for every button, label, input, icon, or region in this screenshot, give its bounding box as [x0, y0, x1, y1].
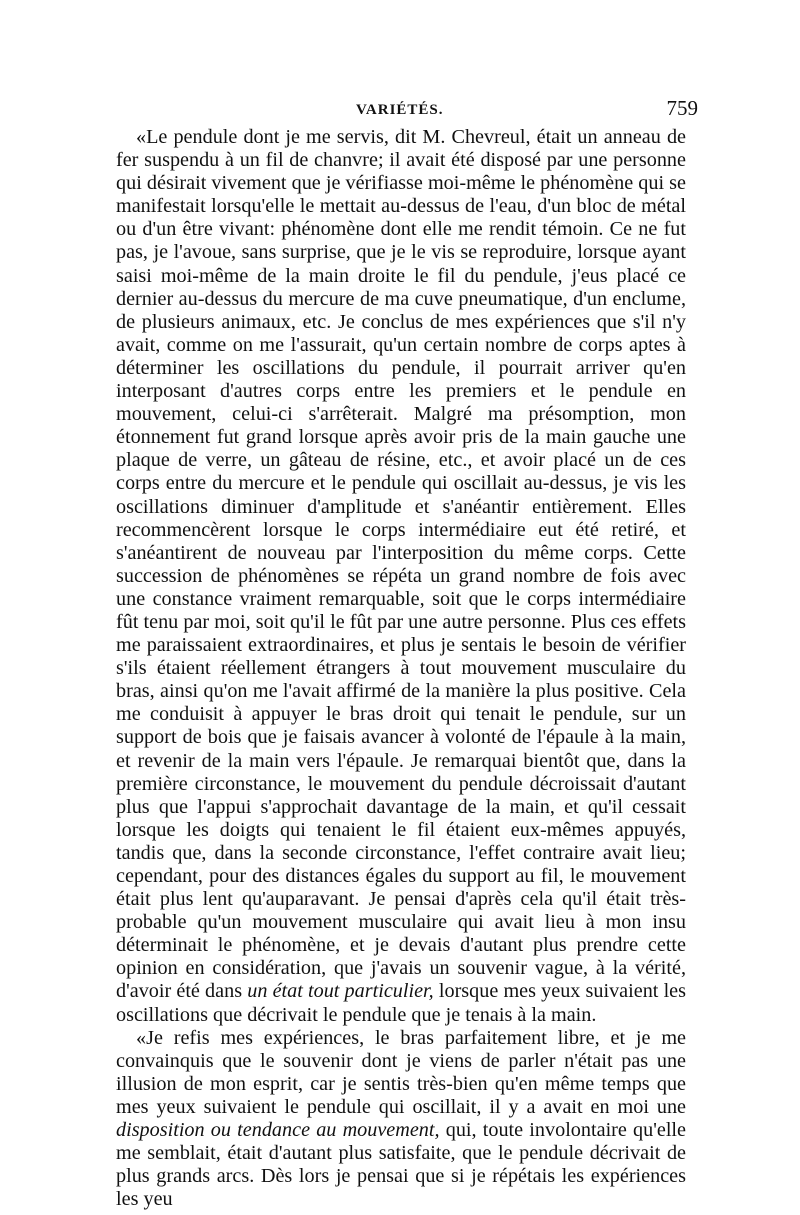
text-run: «Je refis mes expériences, le bras parfaitement libre, et je me convainquis que le souvenir dont je viens de parler n'était pas une illusion de mon esprit, car je sentis très-bien qu'en même temps que mes yeux suivaient le pendule qui oscillait, il y a avait en moi une: [116, 1026, 686, 1118]
book-page: [116, 96, 698, 1211]
text-run: lorsque mes yeux suivaient les oscillations que décrivait le pendule que je tenais à la main.: [116, 980, 686, 1026]
paragraph: [116, 1027, 686, 1212]
text-run: qui, toute involontaire qu'elle me semblait, était d'autant plus satisfaite, que le pendule décrivait de plus grands arcs. Dès lors je pensai que si je répétais les expériences les yeu: [116, 1119, 686, 1211]
italic-run: disposition ou tendance au mouvement,: [116, 1119, 440, 1142]
body-text: [116, 126, 686, 1211]
running-header: [116, 96, 698, 126]
italic-run: un état tout particulier,: [247, 980, 434, 1003]
running-title: VARIÉTÉS.: [356, 102, 444, 118]
paragraph: [116, 126, 686, 1027]
page-number: 759: [666, 96, 698, 120]
text-run: «Le pendule dont je me servis, dit M. Chevreul, était un anneau de fer suspendu à un fil de chanvre; il avait été disposé par une personne qui désirait vivement que je vérifiasse moi-même le phénomène qui se manifestait lorsqu'elle le mettait au-dessus de l'eau, d'un bloc de métal ou d'un être vivant: phénomène dont elle me rendit témoin. Ce ne fut pas, je l'avoue, sans surprise, que je le vis se reproduire, lorsque ayant saisi moi-même de la main droite le fil du pendule, j'eus placé ce dernier au-dessus du mercure de ma cuve pneumatique, d'un enclume, de plusieurs animaux, etc. Je conclus de mes expériences que s'il n'y avait, comme on me l'assurait, qu'un certain nombre de corps aptes à déterminer les oscillations du pendule, il pourrait arriver qu'en interposant d'autres corps entre les premiers et le pendule en mouvement, celui-ci s'arrêterait. Malgré ma présomption, mon étonnement fut grand lorsque après avoir pris de la main gauche une plaque de verre, un gâteau de résine, etc., et avoir placé un de ces corps entre du mercure et le pendule qui oscillait au-dessus, je vis les oscillations diminuer d'amplitude et s'anéantir entièrement. Elles recommencèrent lorsque le corps intermédiaire eut été retiré, et s'anéantirent de nouveau par l'interposition du même corps. Cette succession de phénomènes se répéta un grand nombre de fois avec une constance vraiment remarquable, soit que le corps intermédiaire fût tenu par moi, soit qu'il le fût par une autre personne. Plus ces effets me paraissaient extraordinaires, et plus je sentais le besoin de vérifier s'ils étaient réellement étrangers à tout mouvement musculaire du bras, ainsi qu'on me l'avait affirmé de la manière la plus positive. Cela me conduisit à appuyer le bras droit qui tenait le pendule, sur un support de bois que je faisais avancer à volonté de l'épaule à la main, et revenir de la main vers l'épaule. Je remarquai bientôt que, dans la première circonstance, le mouvement du pendule décroissait d'autant plus que l'appui s'approchait davantage de la main, et qu'il cessait lorsque les doigts qui tenaient le fil étaient eux-mêmes appuyés, tandis que, dans la seconde circonstance, l'effet contraire avait lieu; cependant, pour des distances égales du support au fil, le mouvement était plus lent qu'auparavant. Je pensai d'après cela qu'il était très-probable qu'un mouvement musculaire qui avait lieu à mon insu déterminait le phénomène, et je devais d'autant plus prendre cette opinion en considération, que j'avais un souvenir vague, à la vérité, d'avoir été dans: [116, 126, 686, 1003]
